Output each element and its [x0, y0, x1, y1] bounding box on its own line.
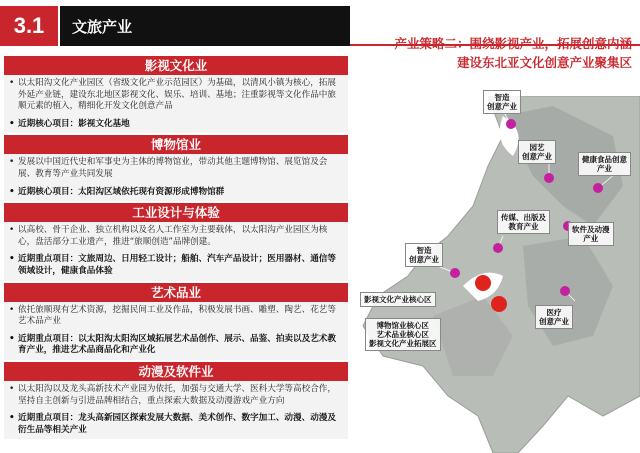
- map-marker: [560, 286, 570, 296]
- map-label: 医疗 创意产业: [535, 305, 573, 329]
- map-marker: [593, 183, 603, 193]
- map-label: 园艺 创意产业: [518, 140, 556, 164]
- map-label: 传媒、出版及 教育产业: [497, 210, 550, 234]
- bullet-key-project: • 近期核心项目：影视文化基地: [4, 116, 348, 134]
- section-film: [4, 56, 348, 133]
- section-animation-software: [4, 362, 348, 439]
- map-marker: [544, 173, 554, 183]
- industry-map: [353, 96, 640, 453]
- bullet-key-project: • 近期重点项目：以太阳沟太阳沟区域拓展艺术品创作、展示、品鉴、拍卖以及艺术教育产业，推进艺术品商品化和产业化: [4, 331, 348, 360]
- section-number: 3.1: [0, 6, 58, 46]
- left-panel: [4, 56, 348, 439]
- section-heading: 博物馆业: [4, 135, 348, 154]
- map-label: 智造 创意产业: [483, 90, 521, 114]
- section-heading: 工业设计与体验: [4, 203, 348, 222]
- bullet: • 以太阳沟文化产业园区（省级文化产业示范园区）为基础，以清风小镇为核心，拓展外延产业链，建设东北地区影视文化、娱乐、培训、基地；注重影视等文化作品中旅顺元素的植入，精细化开发文化创意产品: [4, 75, 348, 116]
- section-heading: 艺术品业: [4, 283, 348, 302]
- map-marker-core: [491, 296, 507, 312]
- map-label: 影视文化产业核心区: [360, 292, 436, 307]
- map-marker: [450, 268, 460, 278]
- map-marker: [493, 243, 503, 253]
- bullet-key-project: • 近期核心项目：太阳沟区域依托现有资源形成博物馆群: [4, 184, 348, 202]
- section-museum: [4, 135, 348, 201]
- map-marker-core: [475, 275, 491, 291]
- bullet-key-project: • 近期重点项目：龙头高新园区探索发展大数据、美术创作、数字加工、动漫、动漫及衍生品等相关产业: [4, 410, 348, 439]
- bullet-key-project: • 近期重点项目：文旅周边、日用轻工设计；船舶、汽车产品设计；医用器材、通信等领域设计，健康食品体验: [4, 251, 348, 280]
- section-title: 文旅产业: [60, 6, 350, 46]
- section-heading: 动漫及软件业: [4, 362, 348, 381]
- map-marker: [506, 119, 516, 129]
- strategy-subtitle: 建设东北亚文化创意产业聚集区: [456, 55, 632, 70]
- section-industrial-design: [4, 203, 348, 280]
- bullet: • 依托旅顺现有艺术资源，挖掘民间工业及作品，积极发展书画、雕塑、陶艺、花艺等艺术品产业: [4, 302, 348, 331]
- bullet: • 以太阳沟以及龙头高新技术产业园为依托，加强与交通大学、医科大学等高校合作，坚持自主创新与引进品牌相结合，重点探索大数据及动漫游戏产业方向: [4, 381, 348, 410]
- map-label: 软件及动漫 产业: [568, 222, 614, 246]
- bullet: • 发展以中国近代史和军事史为主体的博物馆业，带动其他主题博物馆、展览馆及会展、教育等产业共同发展: [4, 154, 348, 183]
- bullet: • 以高校、骨干企业、独立机构以及名人工作室为主要载体，以太阳沟产业园区为核心，盘活部分工业遗产，推进“旅顺创造”品牌创建。: [4, 222, 348, 251]
- map-label: 博物馆业核心区 艺术品业核心区 影视文化产业拓展区: [365, 318, 441, 351]
- section-art: [4, 283, 348, 360]
- map-label: 智造 创意产业: [405, 243, 443, 267]
- section-heading: 影视文化业: [4, 56, 348, 75]
- strategy-title: 产业策略二：围绕影视产业，拓展创意内涵: [394, 36, 632, 51]
- map-label: 健康食品创意 产业: [578, 152, 631, 176]
